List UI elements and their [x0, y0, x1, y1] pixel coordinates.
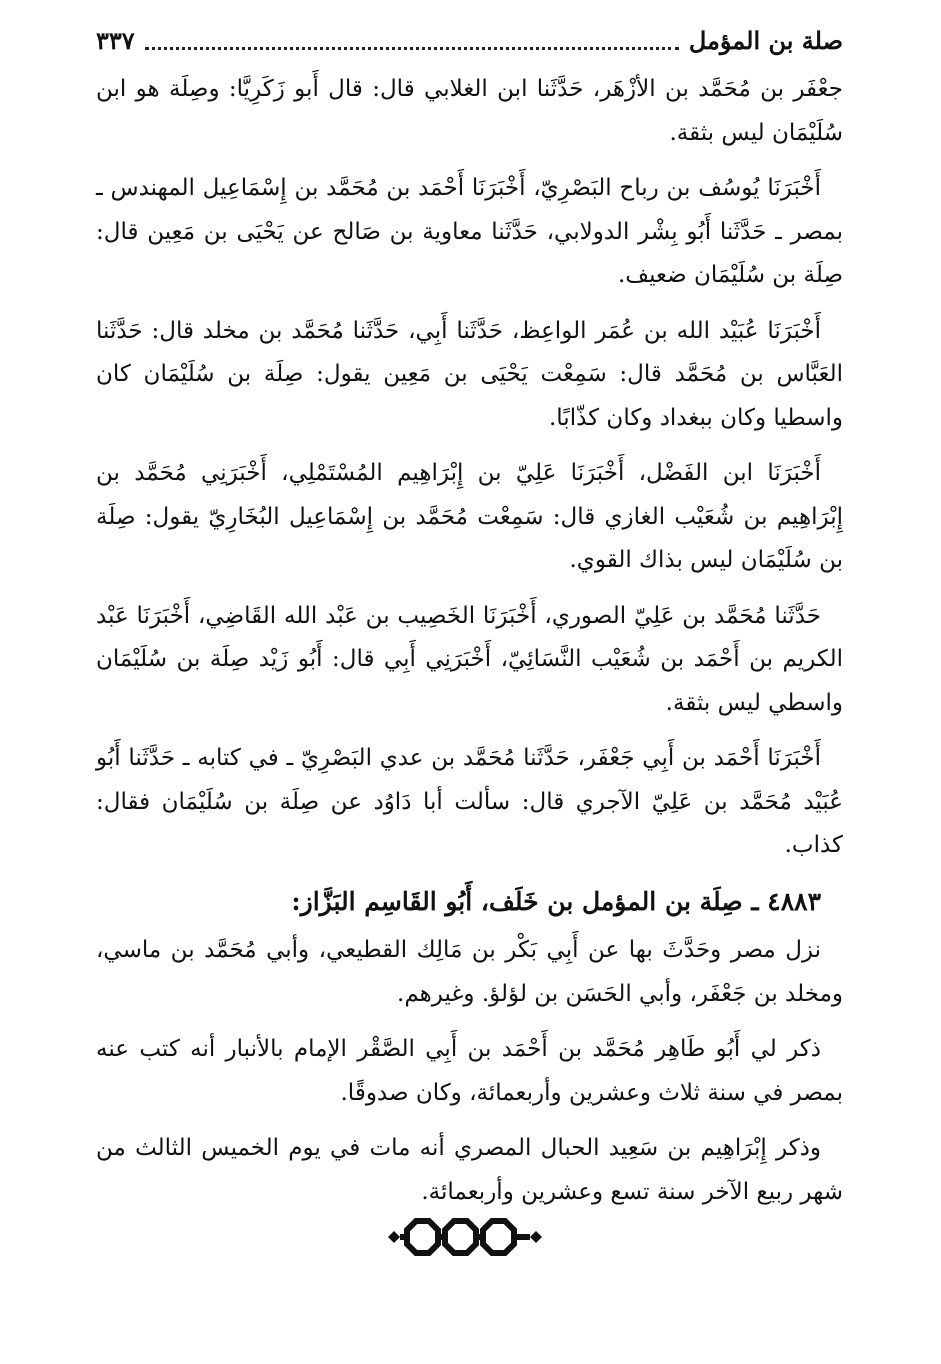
page-number: ٣٣٧	[96, 26, 135, 55]
paragraph: أَخْبَرَنَا عُبَيْد الله بن عُمَر الواعِظ، حَدَّثَنا أَبِي، حَدَّثَنا مُحَمَّد بن مخلد قال: حَدَّثَنا العَبَّاس بن مُحَمَّد قال: سَمِعْت يَحْيَى بن مَعِين يقول: صِلَة بن سُلَيْمَان كان واسطيا وكان ببغداد وكان كذّابًا.	[96, 317, 843, 431]
paragraph: أَخْبَرَنَا يُوسُف بن رباح البَصْرِيّ، أَخْبَرَنَا أَحْمَد بن مُحَمَّد بن إِسْمَاعِيل المهندس ـ بمصر ـ حَدَّثَنا أَبُو بِشْر الدولابي، حَدَّثَنا معاوية بن صَالح عن يَحْيَى بن مَعِين قال: صِلَة بن سُلَيْمَان ضعيف.	[96, 175, 843, 288]
entry-paragraph: نزل مصر وحَدَّثَ بها عن أَبِي بَكْر بن مَالِك القطيعي، وأبي مُحَمَّد بن ماسي، ومخلد بن جَعْفَر، وأبي الحَسَن بن لؤلؤ. وغيرهم.	[96, 937, 843, 1007]
running-header	[96, 22, 843, 60]
entry-paragraph: وذكر إِبْرَاهِيم بن سَعِيد الحبال المصري أنه مات في يوم الخميس الثالث من شهر ربيع الآخر سنة تسع وعشرين وأربعمائة.	[96, 1135, 843, 1205]
paragraph: أَخْبَرَنَا أَحْمَد بن أَبِي جَعْفَر، حَدَّثَنا مُحَمَّد بن عدي البَصْرِيّ ـ في كتابه ـ حَدَّثَنا أَبُو عُبَيْد مُحَمَّد بن عَلِيّ الآجري قال: سألت أبا دَاوُد عن صِلَة بن سُلَيْمَان فقال: كذاب.	[96, 745, 843, 858]
paragraph: أَخْبَرَنَا ابن الفَضْل، أَخْبَرَنَا عَلِيّ بن إِبْرَاهِيم المُسْتَمْلِي، أَخْبَرَنِي مُحَمَّد بن إِبْرَاهِيم بن شُعَيْب الغازي قال: سَمِعْت مُحَمَّد بن إِسْمَاعِيل البُخَارِيّ يقول: صِلَة بن سُلَيْمَان ليس بذاك القوي.	[96, 460, 843, 573]
paragraph: حَدَّثَنا مُحَمَّد بن عَلِيّ الصوري، أَخْبَرَنَا الخَصِيب بن عَبْد الله القَاضِي، أَخْبَرَنَا عَبْد الكريم بن أَحْمَد بن شُعَيْب النَّسَائِيّ، أَخْبَرَنِي أَبِي قال: أَبُو زَيْد صِلَة بن سُلَيْمَان واسطي ليس بثقة.	[96, 602, 843, 716]
section-end-ornament	[380, 1212, 550, 1262]
entry-heading: ٤٨٨٣ ـ صِلَة بن المؤمل بن خَلَف، أَبُو القَاسِم البَزَّاز:	[291, 886, 821, 916]
body-text	[96, 68, 843, 1226]
paragraph: جعْفَر بن مُحَمَّد بن الأزْهَر، حَدَّثَنا ابن الغلابي قال: قال أَبو زَكَرِيَّا: وصِلَة هو ابن سُلَيْمَان ليس بثقة.	[96, 76, 843, 146]
entry-paragraph: ذكر لي أَبُو طَاهِر مُحَمَّد بن أَحْمَد بن أَبِي الصَّقْر الإمام بالأنبار أنه كتب عنه بمصر في سنة ثلاث وعشرين وأربعمائة، وكان صدوقًا.	[96, 1036, 843, 1106]
running-title: صلة بن المؤمل	[688, 26, 843, 55]
header-dot-leader	[145, 47, 679, 50]
